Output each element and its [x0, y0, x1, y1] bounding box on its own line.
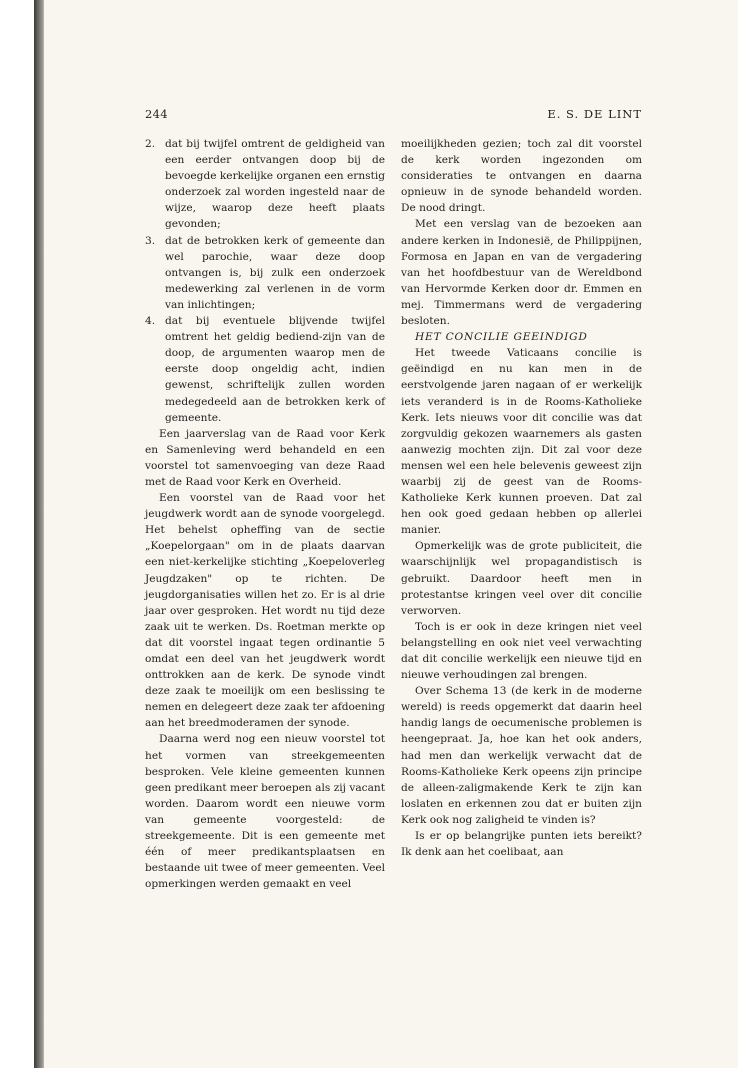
running-head-author: E. S. DE LINT — [547, 107, 642, 121]
list-item — [145, 313, 385, 426]
body-paragraph: Een voorstel van de Raad voor het jeugdwerk wordt aan de synode voorgelegd. Het behelst opheffing van de sectie „Koepelorgaan" om in de plaats daarvan een niet-kerkelijke stichting „Koepeloverleg Jeugdzaken" op te richten. De jeugdorganisaties willen het zo. Er is al drie jaar over gesproken. Het wordt nu tijd deze zaak uit te werken. Ds. Roetman merkte op dat dit voorstel ingaat tegen ordinantie 5 omdat een deel van het jeugdwerk wordt onttrokken aan de kerk. De synode vindt deze zaak te moeilijk om een beslissing te nemen en delegeert deze zaak ter afdoening aan het breedmoderamen der synode. — [145, 492, 385, 730]
list-item — [145, 233, 385, 313]
list-item — [145, 136, 385, 233]
body-paragraph: Met een verslag van de bezoeken aan andere kerken in Indonesië, de Philippijnen, Formosa en Japan en van de vergadering van het hoofdbestuur van de Wereldbond van Hervormde Kerken door dr. Emmen en mej. Timmermans werd de vergadering besloten. — [401, 218, 642, 328]
section-heading: HET CONCILIE GEEINDIGD — [415, 331, 588, 344]
list-item-text: dat bij eventuele blijvende twijfel omtrent het geldig bediend-zijn van de doop, de argumenten waarop men de eerste doop ongeldig acht, indien gewenst, schriftelijk zullen worden medegedeeld aan de betrokken kerk of gemeente. — [165, 315, 385, 424]
body-paragraph: Is er op belangrijke punten iets bereikt? Ik denk aan het coelibaat, aan — [401, 830, 642, 859]
right-column — [401, 136, 642, 860]
list-item-text: dat bij twijfel omtrent de geldigheid van een eerder ontvangen doop bij de bevoegde kerkelijke organen een ernstig onderzoek zal worden ingesteld naar de wijze, waarop deze heeft plaats gevonden; — [165, 138, 386, 231]
list-item-number: 4. — [145, 315, 156, 328]
left-column — [145, 136, 385, 892]
body-paragraph: Toch is er ook in deze kringen niet veel belangstelling en ook niet veel verwachting dat dit concilie werkelijk een nieuwe tijd en nieuwe verhoudingen zal brengen. — [401, 620, 642, 682]
body-paragraph: Over Schema 13 (de kerk in de moderne wereld) is reeds opgemerkt dat daarin heel handig langs de oecumenische problemen is heengepraat. Ja, hoe kan het ook anders, had men dan werkelijk verwacht dat de Rooms-Katholieke Kerk opeens zijn principe de alleen-zaligmakende Kerk te zijn kan loslaten en erkennen zou dat er buiten zijn Kerk ook nog zaligheid te vinden is? — [401, 685, 642, 826]
numbered-list — [145, 136, 385, 426]
continued-paragraph: moeilijkheden gezien; toch zal dit voorstel de kerk worden ingezonden om consideraties te ontvangen en daarna opnieuw in de synode behandeld worden. De nood dringt. — [401, 138, 642, 215]
page-number: 244 — [145, 107, 168, 121]
body-paragraph: Daarna werd nog een nieuw voorstel tot het vormen van streekgemeenten besproken. Vele kleine gemeenten kunnen geen predikant meer beroepen als zij vacant worden. Daarom wordt een nieuwe vorm van gemeente voorgesteld: de streekgemeente. Dit is een gemeente met één of meer predikantsplaatsen en bestaande uit twee of meer gemeenten. Veel opmerkingen werden gemaakt en veel — [145, 733, 385, 891]
body-paragraph: Een jaarverslag van de Raad voor Kerk en Samenleving werd behandeld en een voorstel tot samenvoeging van deze Raad met de Raad voor Kerk en Overheid. — [145, 427, 385, 488]
list-item-number: 2. — [145, 138, 156, 150]
list-item-text: dat de betrokken kerk of gemeente dan wel parochie, waar deze doop ontvangen is, bij zulk een onderzoek medewerking zal verlenen in de vorm van inlichtingen; — [165, 234, 385, 311]
body-paragraph: Opmerkelijk was de grote publiciteit, die waarschijnlijk wel propagandistisch is gebruikt. Daardoor heeft men in protestantse kringen veel over dit concilie verworven. — [401, 540, 642, 617]
list-item-number: 3. — [145, 234, 156, 247]
body-paragraph: Het tweede Vaticaans concilie is geëindigd en nu kan men in de eerstvolgende jaren nagaan of er werkelijk iets veranderd is in de Rooms-Katholieke Kerk. Iets nieuws voor dit concilie was dat zorgvuldig gekozen waarnemers als gasten aanwezig mochten zijn. Dit zal voor deze mensen wel een hele belevenis geweest zijn waarbij zij de geest van de Rooms-Katholieke Kerk kunnen proeven. Dat zal hen ook goed gedaan hebben op allerlei manier. — [401, 347, 642, 537]
